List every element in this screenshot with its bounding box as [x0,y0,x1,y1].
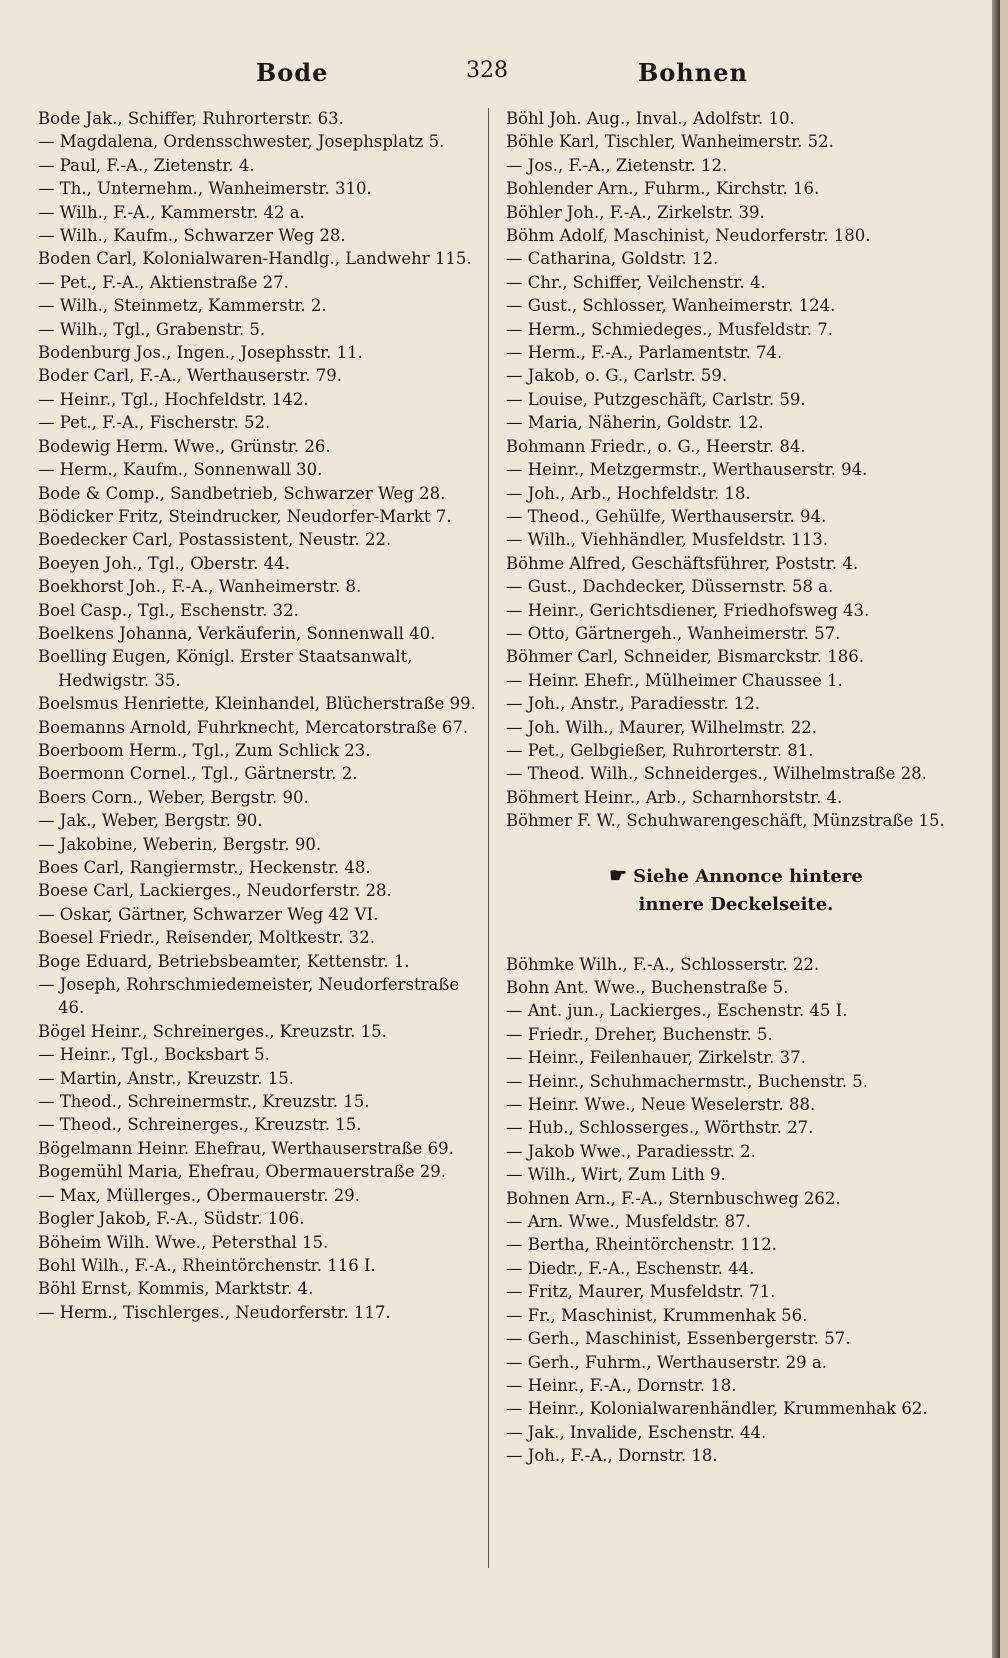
directory-entry: — Pet., Gelbgießer, Ruhrorterstr. 81. [506,740,814,760]
directory-entry: — Hub., Schlosserges., Wörthstr. 27. [506,1118,814,1138]
directory-entry: — Gust., Dachdecker, Düssernstr. 58 a. [506,577,834,597]
directory-entry: Böhle Karl, Tischler, Wanheimerstr. 52. [506,132,834,152]
directory-entry: Bohn Ant. Wwe., Buchenstraße 5. [506,978,789,997]
directory-entry: Böhmke Wilh., F.-A., Schlosserstr. 22. [506,954,820,974]
directory-entry: Bohl Wilh., F.-A., Rheintörchenstr. 116 I. [38,1255,376,1275]
directory-entry: Bogler Jakob, F.-A., Südstr. 106. [38,1209,305,1229]
directory-entry: — Oskar, Gärtner, Schwarzer Weg 42 VI. [38,904,379,924]
directory-entry: — Arn. Wwe., Musfeldstr. 87. [506,1212,751,1232]
directory-entry: Boge Eduard, Betriebsbeamter, Kettenstr. 1. [38,951,410,971]
directory-entry: — Heinr., Schuhmachermstr., Buchenstr. 5. [506,1071,869,1091]
directory-entry: — Theod., Schreinerges., Kreuzstr. 15. [38,1115,362,1135]
directory-entry: Boes Carl, Rangiermstr., Heckenstr. 48. [38,858,371,877]
directory-entry: — Otto, Gärtnergeh., Wanheimerstr. 57. [506,623,841,643]
directory-entry: — Jak., Weber, Bergstr. 90. [38,811,263,831]
directory-entry: Boers Corn., Weber, Bergstr. 90. [38,787,309,807]
right-column-bottom [506,953,946,1468]
directory-entry: Boekhorst Joh., F.-A., Wanheimerstr. 8. [38,577,362,597]
directory-entry: — Heinr., F.-A., Dornstr. 18. [506,1375,737,1395]
directory-entry: — Max, Müllerges., Obermauerstr. 29. [38,1185,360,1205]
directory-entry: — Joh., F.-A., Dornstr. 18. [506,1446,718,1466]
directory-entry: Bode Jak., Schiffer, Ruhrorterstr. 63. [38,109,344,128]
directory-entry: — Magdalena, Ordensschwester, Josephsplatz 5. [38,132,445,152]
directory-entry: Boel Casp., Tgl., Eschenstr. 32. [38,600,299,620]
directory-entry: — Heinr., Metzgermstr., Werthauserstr. 94. [506,460,868,480]
directory-entry: — Heinr., Tgl., Bocksbart 5. [38,1045,270,1065]
directory-entry: — Jakobine, Weberin, Bergstr. 90. [38,834,322,854]
directory-entry: — Heinr. Wwe., Neue Weselerstr. 88. [506,1095,816,1115]
directory-entry: — Heinr., Gerichtsdiener, Friedhofsweg 43. [506,600,870,620]
directory-entry: — Heinr. Ehefr., Mülheimer Chaussee 1. [506,670,843,690]
directory-entry: — Joh. Wilh., Maurer, Wilhelmstr. 22. [506,717,818,737]
directory-entry: — Theod. Wilh., Schneiderges., Wilhelmstraße 28. [506,764,927,784]
directory-entry: — Wilh., F.-A., Kammerstr. 42 a. [38,202,305,222]
directory-entry: Boelling Eugen, Königl. Erster Staatsanwalt, Hedwigstr. 35. [38,647,413,690]
directory-entry: Boerboom Herm., Tgl., Zum Schlick 23. [38,740,371,760]
directory-entry: Boder Carl, F.-A., Werthauserstr. 79. [38,366,342,386]
directory-entry: Böhmer Carl, Schneider, Bismarckstr. 186. [506,647,864,667]
header-left-keyword: Bode [256,58,329,87]
directory-entry: Boelkens Johanna, Verkäuferin, Sonnenwall 40. [38,623,436,643]
directory-entry: — Louise, Putzgeschäft, Carlstr. 59. [506,389,806,409]
directory-entry: — Wilh., Kaufm., Schwarzer Weg 28. [38,226,346,246]
directory-entry: — Martin, Anstr., Kreuzstr. 15. [38,1068,295,1088]
directory-entry: — Wilh., Viehhändler, Musfeldstr. 113. [506,530,828,550]
directory-entry: — Heinr., Feilenhauer, Zirkelstr. 37. [506,1048,806,1068]
directory-entry: Bohnen Arn., F.-A., Sternbuschweg 262. [506,1188,841,1208]
directory-entry: — Jakob Wwe., Paradiesstr. 2. [506,1141,756,1161]
page-number: 328 [466,58,508,83]
directory-entry: Böhmert Heinr., Arb., Scharnhorststr. 4. [506,787,843,807]
directory-entry: Böhmer F. W., Schuhwarengeschäft, Münzstraße 15. [506,811,945,831]
directory-entry: Boermonn Cornel., Tgl., Gärtnerstr. 2. [38,764,358,784]
directory-entry: — Wilh., Steinmetz, Kammerstr. 2. [38,296,327,316]
directory-entry: Böhl Joh. Aug., Inval., Adolfstr. 10. [506,109,795,128]
page-header [38,58,748,88]
directory-entry: — Heinr., Tgl., Hochfeldstr. 142. [38,389,309,409]
book-binding-edge [992,0,1000,1658]
directory-entry: Boedecker Carl, Postassistent, Neustr. 22. [38,530,392,550]
directory-entry: — Diedr., F.-A., Eschenstr. 44. [506,1258,755,1278]
notice-line-2: innere Deckelseite. [638,893,834,915]
directory-entry: — Herm., Tischlerges., Neudorferstr. 117. [38,1302,391,1322]
directory-entry: — Theod., Schreinermstr., Kreuzstr. 15. [38,1092,370,1112]
directory-entry: Boesel Friedr., Reisender, Moltkestr. 32. [38,928,375,948]
directory-entry: Bogemühl Maria, Ehefrau, Obermauerstraße 29. [38,1162,447,1182]
directory-entry: Bodenburg Jos., Ingen., Josephsstr. 11. [38,343,363,363]
directory-entry: — Wilh., Tgl., Grabenstr. 5. [38,319,266,339]
directory-entry: — Herm., F.-A., Parlamentstr. 74. [506,343,783,363]
directory-entry: Böhm Adolf, Maschinist, Neudorferstr. 180. [506,226,871,246]
directory-entry: Bögel Heinr., Schreinerges., Kreuzstr. 15. [38,1021,387,1041]
directory-entry: Böhme Alfred, Geschäftsführer, Poststr. 4. [506,553,859,573]
directory-entry: Bodewig Herm. Wwe., Grünstr. 26. [38,436,331,456]
directory-entry: — Pet., F.-A., Aktienstraße 27. [38,272,289,292]
directory-entry: — Paul, F.-A., Zietenstr. 4. [38,155,255,175]
annonce-notice [506,861,946,919]
directory-entry: — Gerh., Fuhrm., Werthauserstr. 29 a. [506,1352,828,1372]
directory-entry: Boeyen Joh., Tgl., Oberstr. 44. [38,553,290,573]
directory-entry: — Friedr., Dreher, Buchenstr. 5. [506,1024,773,1044]
directory-entry: — Maria, Näherin, Goldstr. 12. [506,413,764,433]
right-column-top [506,107,946,833]
directory-entry: — Joseph, Rohrschmiedemeister, Neudorferstraße 46. [38,975,460,1018]
directory-entry: — Th., Unternehm., Wanheimerstr. 310. [38,179,372,199]
directory-entry: — Pet., F.-A., Fischerstr. 52. [38,413,271,433]
directory-entry: — Herm., Kaufm., Sonnenwall 30. [38,460,323,480]
directory-entry: — Fr., Maschinist, Krummenhak 56. [506,1305,808,1325]
directory-entry: — Fritz, Maurer, Musfeldstr. 71. [506,1282,776,1302]
directory-entry: — Joh., Arb., Hochfeldstr. 18. [506,483,751,503]
directory-entry: — Jakob, o. G., Carlstr. 59. [506,366,728,386]
directory-entry: Böhl Ernst, Kommis, Marktstr. 4. [38,1279,314,1299]
directory-entry: — Jos., F.-A., Zietenstr. 12. [506,155,728,175]
header-right-keyword: Bohnen [638,58,748,87]
directory-entry: — Ant. jun., Lackierges., Eschenstr. 45 I. [506,1001,848,1021]
directory-entry: — Chr., Schiffer, Veilchenstr. 4. [506,272,766,292]
pointing-hand-icon: ☛ [609,862,628,887]
directory-entry: Bögelmann Heinr. Ehefrau, Werthauserstraße 69. [38,1138,454,1158]
directory-entry: — Herm., Schmiedeges., Musfeldstr. 7. [506,319,833,339]
directory-entry: Boemanns Arnold, Fuhrknecht, Mercatorstraße 67. [38,717,469,737]
directory-entry: Böhler Joh., F.-A., Zirkelstr. 39. [506,202,765,222]
directory-entry: Bohlender Arn., Fuhrm., Kirchstr. 16. [506,179,820,199]
notice-line-1: Siehe Annonce hintere [633,865,863,887]
directory-entry: Böheim Wilh. Wwe., Petersthal 15. [38,1232,329,1252]
right-column [506,107,946,1468]
directory-entry: — Heinr., Kolonialwarenhändler, Krummenhak 62. [506,1399,928,1419]
directory-entry: — Catharina, Goldstr. 12. [506,249,719,269]
directory-entry: Boelsmus Henriette, Kleinhandel, Blücherstraße 99. [38,694,476,714]
directory-entry: — Bertha, Rheintörchenstr. 112. [506,1235,777,1255]
directory-entry: Bode & Comp., Sandbetrieb, Schwarzer Weg 28. [38,483,446,503]
directory-entry: — Joh., Anstr., Paradiesstr. 12. [506,694,761,714]
left-column [38,107,483,1324]
directory-entry: — Gerh., Maschinist, Essenbergerstr. 57. [506,1329,851,1349]
directory-entry: Bödicker Fritz, Steindrucker, Neudorfer-Markt 7. [38,506,452,526]
directory-entry: Boden Carl, Kolonialwaren-Handlg., Landwehr 115. [38,249,472,269]
directory-entry: Bohmann Friedr., o. G., Heerstr. 84. [506,436,806,456]
directory-entry: — Gust., Schlosser, Wanheimerstr. 124. [506,296,836,316]
directory-entry: — Wilh., Wirt, Zum Lith 9. [506,1165,726,1185]
directory-entry: — Theod., Gehülfe, Werthauserstr. 94. [506,506,827,526]
column-divider [488,108,489,1568]
directory-entry: — Jak., Invalide, Eschenstr. 44. [506,1422,767,1442]
directory-entry: Boese Carl, Lackierges., Neudorferstr. 28. [38,881,392,901]
